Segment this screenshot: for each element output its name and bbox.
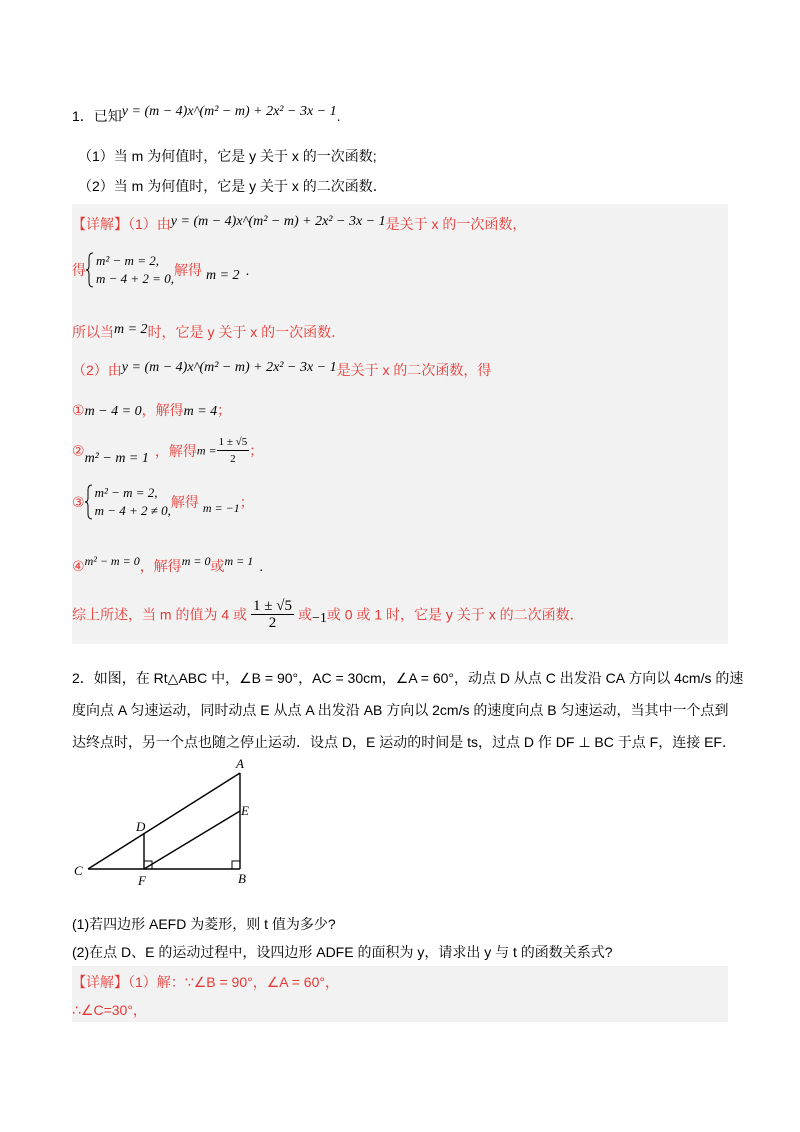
q1-stem bbox=[72, 106, 341, 128]
summary-b: 或 bbox=[297, 606, 312, 623]
sol1-case-row1: m² − m = 2, bbox=[96, 253, 159, 268]
sol2-tag: 【详解】 bbox=[72, 974, 128, 990]
sol2-line1 bbox=[72, 972, 339, 992]
sol1-summary bbox=[72, 598, 584, 638]
case2-mark: ② bbox=[72, 442, 85, 459]
label-f: F bbox=[138, 873, 146, 888]
case1-end: ； bbox=[217, 402, 232, 418]
q2-sub1: (1)若四边形 AEFD 为菱形，则 t 值为多少? bbox=[72, 916, 336, 932]
triangle-figure bbox=[72, 755, 272, 890]
sol1-res: m = 2 bbox=[205, 268, 240, 283]
q2-line2: 度向点 A 匀速运动，同时动点 E 从点 A 出发沿 AB 方向以 2cm/s 的速度向点 B 匀速运动，当其中一个点到 bbox=[72, 702, 729, 718]
summary-num: 1 ± √5 bbox=[253, 598, 292, 614]
case2-end: ； bbox=[249, 442, 264, 459]
case3-mid: 解得 bbox=[170, 494, 199, 510]
sol1-p2-suffix: 是关于 x 的二次函数，得 bbox=[336, 362, 492, 378]
sol1-c1-m: m = 2 bbox=[114, 322, 148, 337]
q1-part2: （2）当 m 为何值时，它是 y 关于 x 的二次函数． bbox=[78, 178, 387, 194]
case4-mid: ，解得 bbox=[139, 558, 182, 574]
sol1-dot: . bbox=[245, 262, 250, 278]
case3-row2: m − 4 + 2 ≠ 0, bbox=[94, 503, 171, 518]
sol1-case1 bbox=[72, 400, 231, 422]
sol1-case4 bbox=[72, 556, 263, 577]
q1-part1: （1）当 m 为何值时，它是 y 关于 x 的一次函数; bbox=[78, 148, 377, 164]
right-angle-b bbox=[232, 861, 240, 869]
sol1-tag: 【详解】 bbox=[72, 216, 128, 232]
label-b: B bbox=[238, 871, 246, 886]
case4-eq: m² − m = 0 bbox=[84, 554, 140, 568]
sol1-de: 得 bbox=[72, 262, 86, 278]
brace-icon bbox=[86, 252, 94, 288]
case3-res: m = −1 bbox=[202, 501, 240, 515]
sol1-p1 bbox=[72, 214, 526, 236]
sol1-p1-prefix: （1）由 bbox=[128, 216, 171, 232]
sol1-p2-prefix: （2）由 bbox=[72, 362, 122, 378]
sol1-c1-a: 所以当 bbox=[72, 324, 114, 340]
summary-a: 综上所述，当 m 的值为 4 或 bbox=[72, 606, 248, 623]
label-d: D bbox=[136, 819, 146, 834]
case1-mid: ，解得 bbox=[141, 402, 184, 418]
sol1-case3 bbox=[72, 484, 254, 520]
sol1-jiede: 解得 bbox=[173, 262, 202, 278]
case2-den: 2 bbox=[230, 453, 236, 465]
case4-r1: m = 0 bbox=[181, 554, 211, 568]
q2-line1: 2．如图，在 Rt△ABC 中，∠B = 90°，AC = 30cm，∠A = 60°，动点 D 从点 C 出发沿 CA 方向以 4cm/s 的速 bbox=[72, 670, 744, 686]
case2-num: 1 ± √5 bbox=[217, 434, 250, 451]
case2-eq: m² − m = 1 bbox=[84, 450, 149, 466]
case3-mark: ③ bbox=[72, 494, 85, 510]
case4-end: . bbox=[259, 558, 264, 574]
q1-tail: . bbox=[336, 108, 341, 124]
summary-den: 2 bbox=[268, 615, 277, 631]
brace-icon bbox=[85, 484, 93, 520]
sol1-c1-b: 时，它是 y 关于 x 的一次函数． bbox=[147, 324, 346, 340]
q1-number: 1．已知 bbox=[72, 108, 122, 124]
sol1-system bbox=[72, 252, 249, 288]
sol1-cases bbox=[86, 252, 174, 288]
case4-r2: m = 1 bbox=[224, 554, 254, 568]
sol1-p2-formula: y = (m − 4)x^(m² − m) + 2x² − 3x − 1 bbox=[121, 360, 337, 375]
segment-ca bbox=[88, 773, 240, 869]
case4-or: 或 bbox=[210, 558, 225, 574]
case4-mark: ④ bbox=[72, 558, 85, 574]
case2-fraction bbox=[217, 434, 250, 467]
case2-res-lhs: m = bbox=[196, 443, 217, 458]
q2-line3: 达终点时，另一个点也随之停止运动．设点 D，E 运动的时间是 ts，过点 D 作 DF ⊥ BC 于点 F，连接 EF． bbox=[72, 734, 736, 750]
label-e: E bbox=[241, 803, 249, 818]
q2-sub2: (2)在点 D、E 的运动过程中，设四边形 ADFE 的面积为 y，请求出 y 与 t 的函数关系式? bbox=[72, 944, 613, 960]
case3-cases bbox=[85, 484, 171, 520]
case1-eq: m − 4 = 0 bbox=[84, 404, 142, 419]
case3-row1: m² − m = 2, bbox=[94, 485, 158, 500]
case2-mid: ，解得 bbox=[154, 442, 197, 459]
sol1-case-row2: m − 4 + 2 = 0, bbox=[96, 271, 174, 286]
sol2-line1-rest: （1）解：∵∠B = 90°，∠A = 60°， bbox=[128, 974, 339, 990]
case3-end: ； bbox=[239, 494, 254, 510]
sol1-case2 bbox=[72, 434, 263, 470]
label-a: A bbox=[236, 756, 244, 771]
segment-fe bbox=[144, 811, 240, 869]
label-c: C bbox=[74, 863, 83, 878]
summary-c: 或 0 或 1 时，它是 y 关于 x 的二次函数． bbox=[326, 606, 584, 623]
summary-neg: −1 bbox=[311, 610, 327, 626]
q1-formula: y = (m − 4)x^(m² − m) + 2x² − 3x − 1 bbox=[121, 104, 337, 119]
sol1-p1-formula: y = (m − 4)x^(m² − m) + 2x² − 3x − 1 bbox=[170, 214, 386, 229]
sol1-conclusion1 bbox=[72, 322, 345, 344]
sol2-line2: ∴∠C=30°， bbox=[72, 1002, 147, 1018]
sol1-p2 bbox=[72, 360, 491, 382]
case1-mark: ① bbox=[72, 402, 85, 418]
case1-res: m = 4 bbox=[183, 404, 218, 419]
summary-fraction bbox=[251, 598, 294, 631]
sol1-p1-suffix: 是关于 x 的一次函数， bbox=[385, 216, 527, 232]
